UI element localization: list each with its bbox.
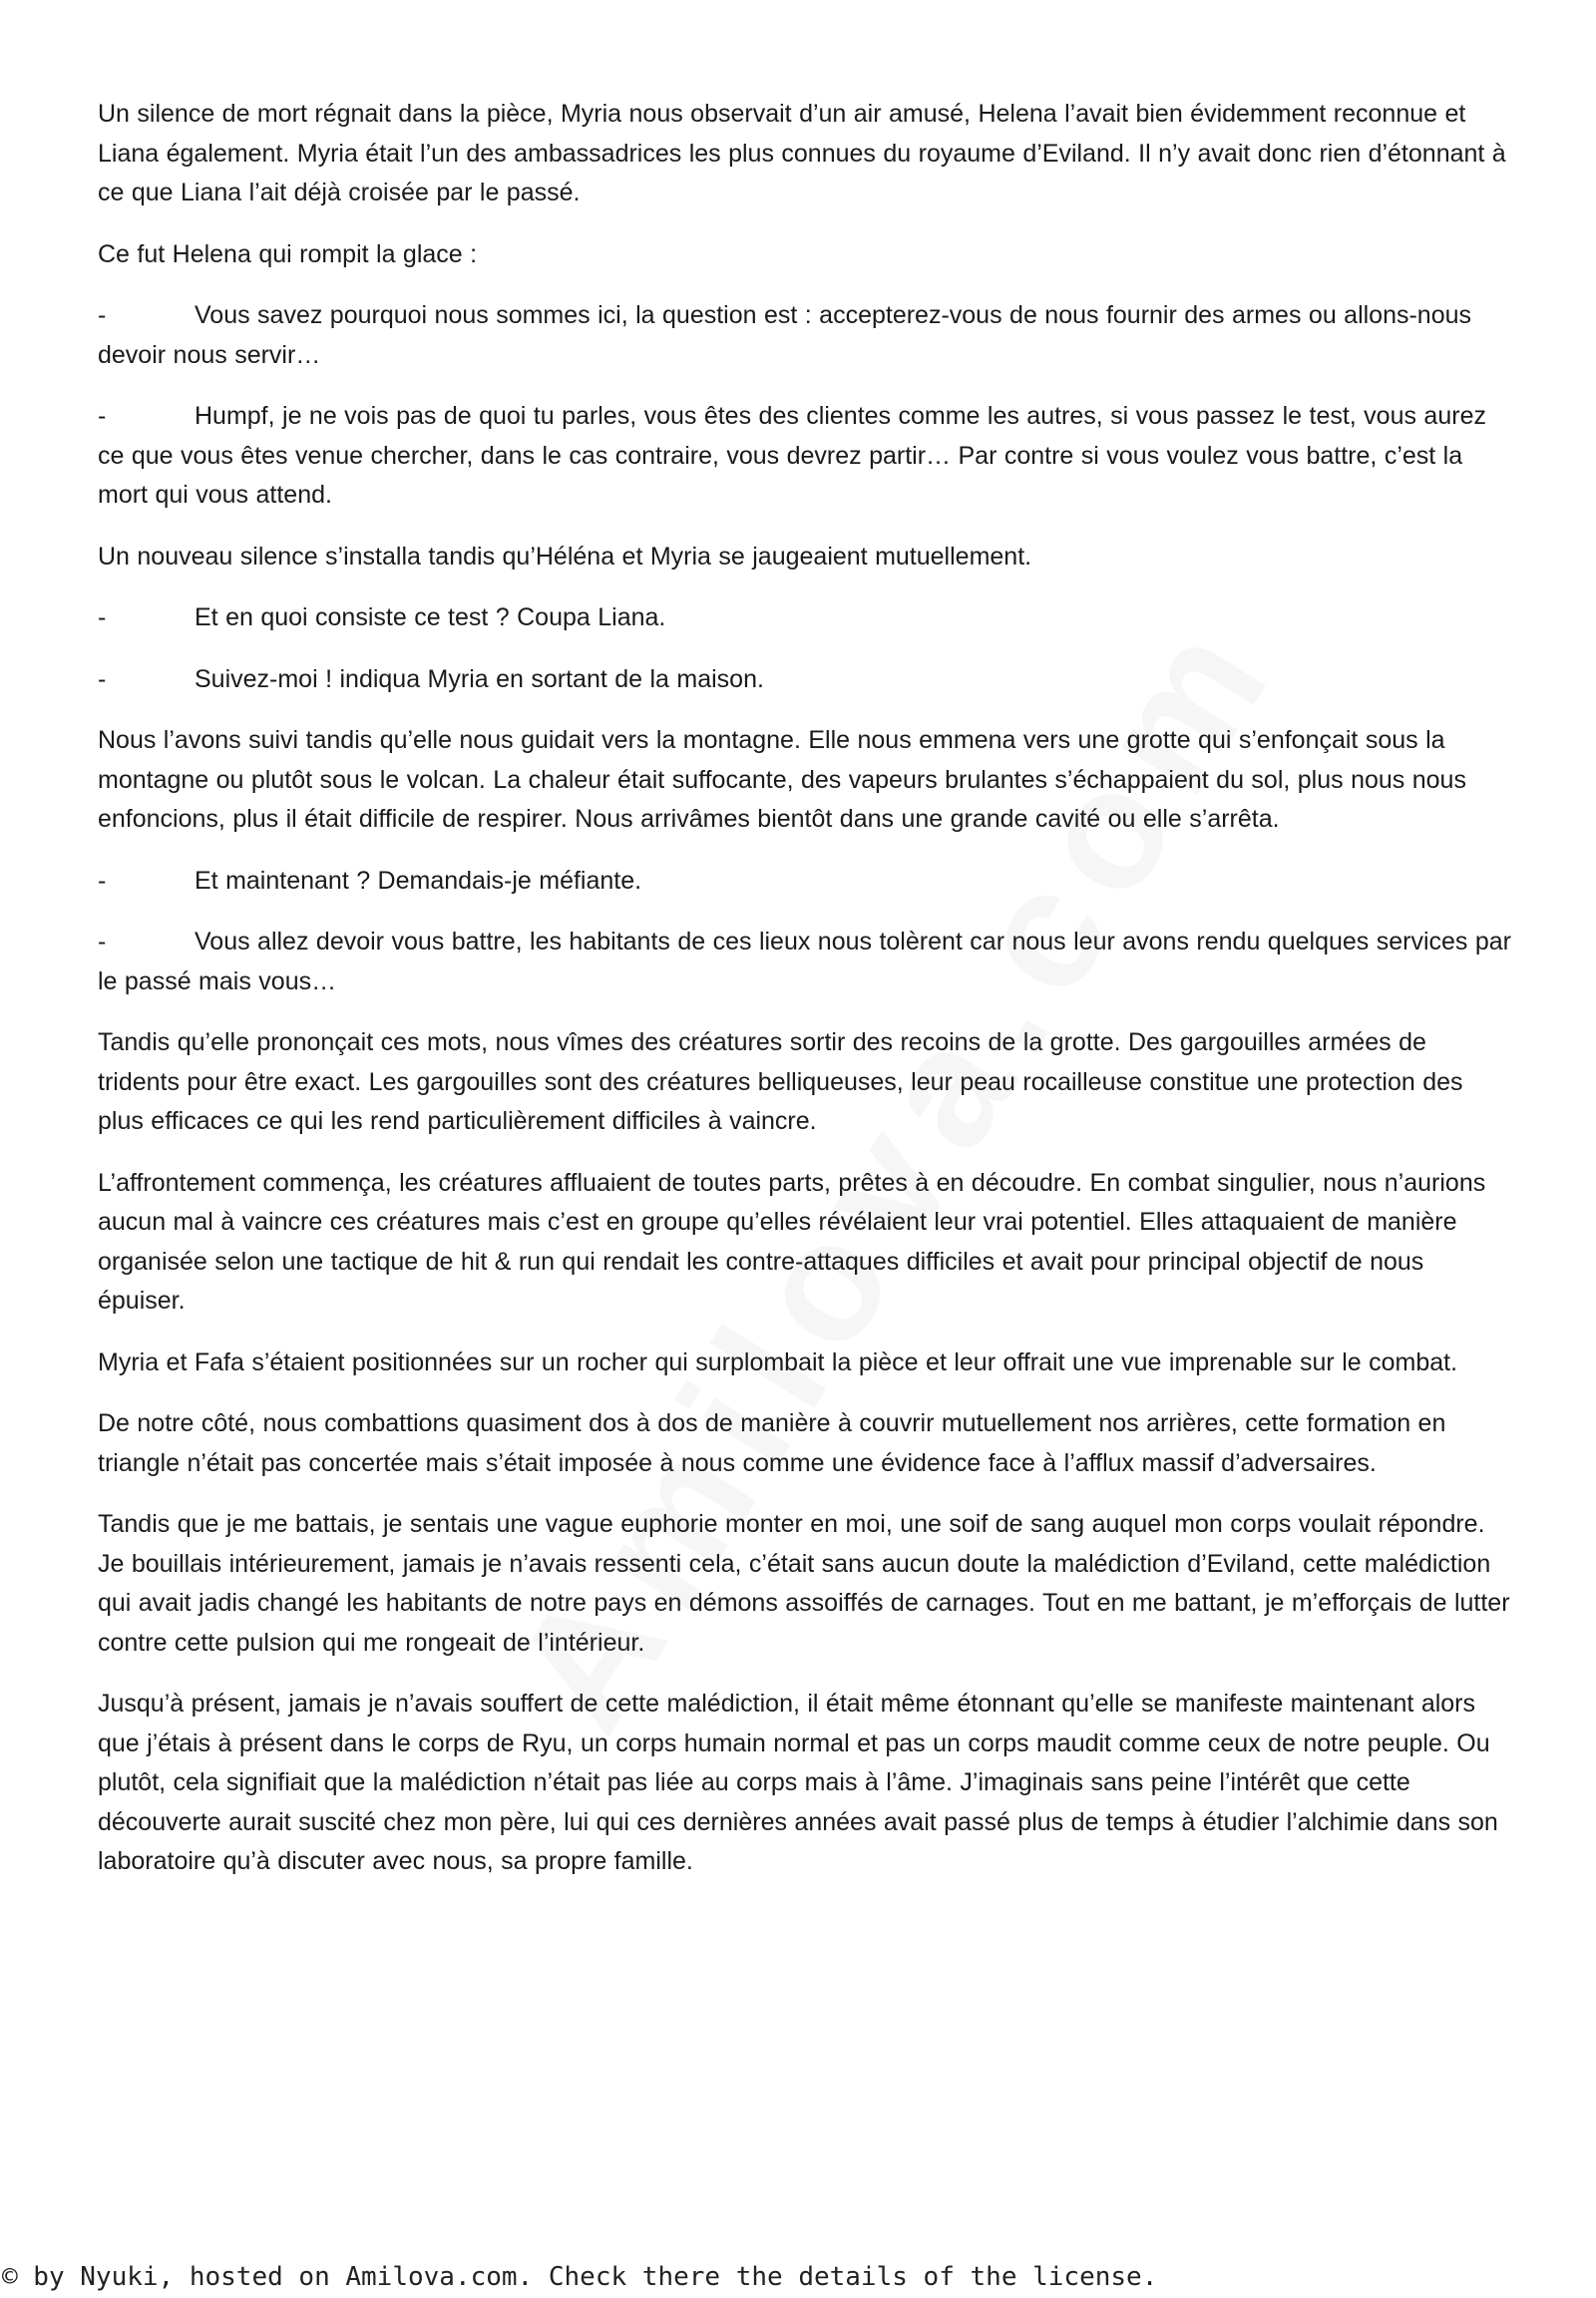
dialogue-line bbox=[98, 923, 1512, 1001]
dialogue-dash: - bbox=[98, 928, 107, 956]
dialogue-line bbox=[98, 862, 1512, 902]
story-text bbox=[98, 95, 1512, 1904]
paragraph: Un silence de mort régnait dans la pièce, Myria nous observait d’un air amusé, Helena l’avait bien évidemment reconnue et Liana également. Myria était l’un des ambassadrices les plus connues du royaume d’Eviland. Il n’y avait donc rien d’étonnant à ce que Liana l’ait déjà croisée par le passé. bbox=[98, 100, 1506, 206]
paragraph: L’affrontement commença, les créatures affluaient de toutes parts, prêtes à en découdre. En combat singulier, nous n’aurions aucun mal à vaincre ces créatures mais c’est en groupe qu’elles révélaient leur vrai potentiel. Elles attaquaient de manière organisée selon une tactique de hit & run qui rendait les contre-attaques difficiles et avait pour principal objectif de nous épuiser. bbox=[98, 1168, 1486, 1315]
dialogue-line bbox=[98, 296, 1512, 375]
dialogue-dash: - bbox=[98, 603, 107, 631]
dialogue-text: Suivez-moi ! indiqua Myria en sortant de la maison. bbox=[195, 664, 764, 693]
paragraph: Myria et Fafa s’étaient positionnées sur un rocher qui surplombait la pièce et leur offrait une vue imprenable sur le combat. bbox=[98, 1347, 1458, 1376]
dialogue-text: Vous savez pourquoi nous sommes ici, la question est : accepterez-vous de nous fournir des armes ou allons-nous devoir nous servir… bbox=[98, 301, 1472, 369]
dialogue-dash: - bbox=[98, 301, 107, 329]
dialogue-dash: - bbox=[98, 402, 107, 430]
dialogue-dash: - bbox=[98, 866, 107, 895]
paragraph: Jusqu’à présent, jamais je n’avais souffert de cette malédiction, il était même étonnant qu’elle se manifeste maintenant alors que j’étais à présent dans le corps de Ryu, un corps humain normal et pas un corps maudit comme ceux de notre peuple. Ou plutôt, cela signifiait que la malédiction n’était pas liée au corps mais à l’âme. J’imaginais sans peine l’intérêt que cette découverte aurait suscité chez mon père, lui qui ces dernières années avait passé plus de temps à étudier l’alchimie dans son laboratoire qu’à discuter avec nous, sa propre famille. bbox=[98, 1690, 1498, 1875]
paragraph: Un nouveau silence s’installa tandis qu’Héléna et Myria se jaugeaient mutuellement. bbox=[98, 542, 1032, 571]
dialogue-text: Humpf, je ne vois pas de quoi tu parles, vous êtes des clientes comme les autres, si vous passez le test, vous aurez ce que vous êtes venue chercher, dans le cas contraire, vous devrez partir… Par contre si vous voulez vous battre, c’est la mort qui vous attend. bbox=[98, 402, 1486, 509]
dialogue-dash: - bbox=[98, 664, 107, 693]
dialogue-text: Vous allez devoir vous battre, les habitants de ces lieux nous tolèrent car nous leur avons rendu quelques services par le passé mais vous… bbox=[98, 928, 1511, 995]
paragraph: De notre côté, nous combattions quasiment dos à dos de manière à couvrir mutuellement nos arrières, cette formation en triangle n’était pas concertée mais s’était imposée à nous comme une évidence face à l’afflux massif d’adversaires. bbox=[98, 1409, 1446, 1477]
paragraph: Tandis que je me battais, je sentais une vague euphorie monter en moi, une soif de sang auquel mon corps voulait répondre. Je bouillais intérieurement, jamais je n’avais ressenti cela, c’était sans aucun doute la malédiction d’Eviland, cette malédiction qui avait jadis changé les habitants de notre pays en démons assoiffés de carnages. Tout en me battant, je m’efforçais de lutter contre cette pulsion qui me rongeait de l’intérieur. bbox=[98, 1510, 1510, 1657]
dialogue-line bbox=[98, 660, 1512, 700]
dialogue-text: Et en quoi consiste ce test ? Coupa Liana. bbox=[195, 603, 666, 631]
license-footer: © by Nyuki, hosted on Amilova.com. Check there the details of the license. bbox=[2, 2262, 1158, 2292]
paragraph: Tandis qu’elle prononçait ces mots, nous vîmes des créatures sortir des recoins de la grotte. Des gargouilles armées de tridents pour être exact. Les gargouilles sont des créatures belliqueuses, leur peau rocailleuse constitue une protection des plus efficaces ce qui les rend particulièrement difficiles à vaincre. bbox=[98, 1028, 1463, 1135]
paragraph: Ce fut Helena qui rompit la glace : bbox=[98, 239, 478, 268]
dialogue-line bbox=[98, 598, 1512, 638]
paragraph: Nous l’avons suivi tandis qu’elle nous guidait vers la montagne. Elle nous emmena vers une grotte qui s’enfonçait sous la montagne ou plutôt sous le volcan. La chaleur était suffocante, des vapeurs brulantes s’échappaient du sol, plus nous nous enfoncions, plus il était difficile de respirer. Nous arrivâmes bientôt dans une grande cavité ou elle s’arrêta. bbox=[98, 726, 1466, 833]
dialogue-line bbox=[98, 397, 1512, 516]
dialogue-text: Et maintenant ? Demandais-je méfiante. bbox=[195, 866, 642, 895]
